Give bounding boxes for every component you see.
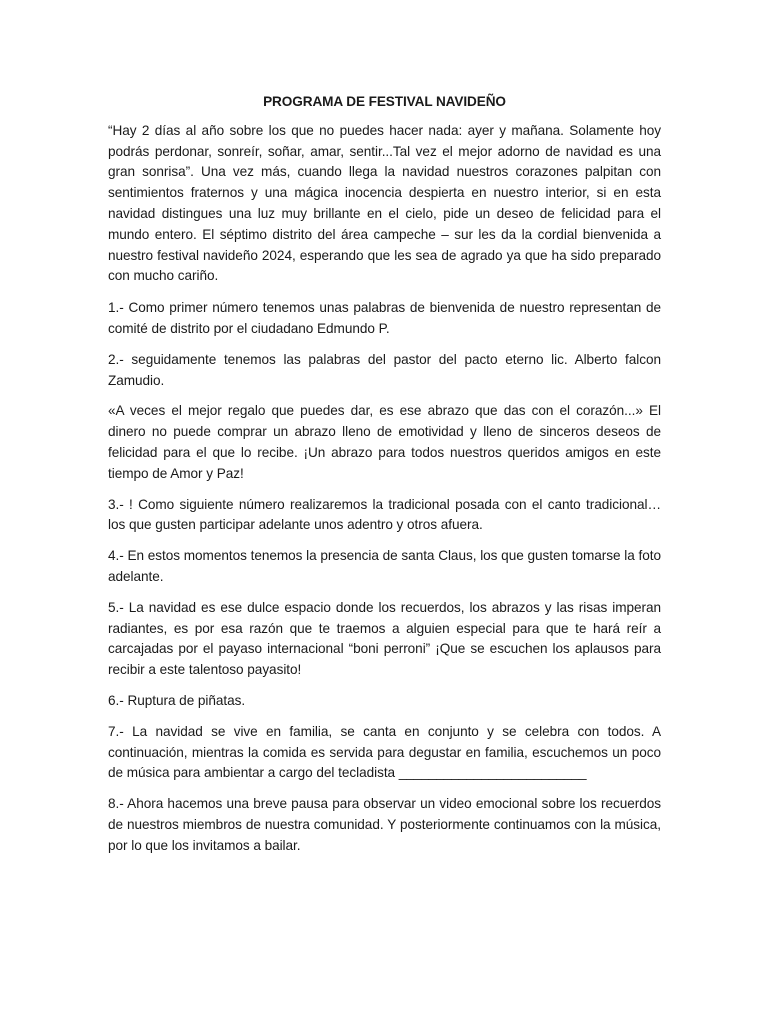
program-item-3: 3.- ! Como siguiente número realizaremos la tradicional posada con el canto tradicional… los que gusten participar adelante unos adentro y otros afuera. [108, 496, 661, 533]
program-item-1: 1.- Como primer número tenemos unas palabras de bienvenida de nuestro representan de comité de distrito por el ciudadano Edmundo P. [108, 300, 661, 336]
program-item-6: 6.- Ruptura de piñatas. [108, 692, 246, 708]
program-item-8: 8.- Ahora hacemos una breve pausa para observar un video emocional sobre los recuerdos de nuestros miembros de nuestra comunidad. Y posteriormente continuamos con la música, por lo que los invitamos a bailar. [108, 796, 661, 853]
program-item-4: 4.- En estos momentos tenemos la presencia de santa Claus, los que gusten tomarse la foto adelante. [108, 548, 661, 584]
program-item-2: 2.- seguidamente tenemos las palabras del pastor del pacto eterno lic. Alberto falcon Zamudio. [108, 351, 661, 388]
document-title: PROGRAMA DE FESTIVAL NAVIDEÑO [263, 94, 506, 109]
document-page [108, 92, 661, 867]
intro-paragraph: “Hay 2 días al año sobre los que no puedes hacer nada: ayer y mañana. Solamente hoy podrás perdonar, sonreír, soñar, amar, sentir...Tal vez el mejor adorno de navidad es una gran sonrisa”. Una vez más, cuando llega la navidad nuestros corazones palpitan con sentimientos fraternos y una mágica inocencia despierta en nuestro interior, si en esta navidad distingues una luz muy brillante en el cielo, pide un deseo de felicidad para el mundo entero. El séptimo distrito del área campeche – sur les da la cordial bienvenida a nuestro festival navideño 2024, esperando que les sea de agrado ya que ha sido preparado con mucho cariño. [108, 122, 661, 284]
program-item-7: 7.- La navidad se vive en familia, se canta en conjunto y se celebra con todos. A continuación, mientras la comida es servida para degustar en familia, escuchemos un poco de música para ambientar a cargo del tecladista _________________________ [108, 723, 661, 781]
hug-quote-paragraph: «A veces el mejor regalo que puedes dar, es ese abrazo que das con el corazón...» El dinero no puede comprar un abrazo lleno de emotividad y lleno de sinceros deseos de felicidad para el que lo recibe. ¡Un abrazo para todos nuestros queridos amigos en este tiempo de Amor y Paz! [108, 403, 661, 481]
program-item-5: 5.- La navidad es ese dulce espacio donde los recuerdos, los abrazos y las risas imperan radiantes, es por esa razón que te traemos a alguien especial para que te hará reír a carcajadas por el payaso internacional “boni perroni” ¡Que se escuchen los aplausos para recibir a este talentoso payasito! [108, 599, 661, 678]
